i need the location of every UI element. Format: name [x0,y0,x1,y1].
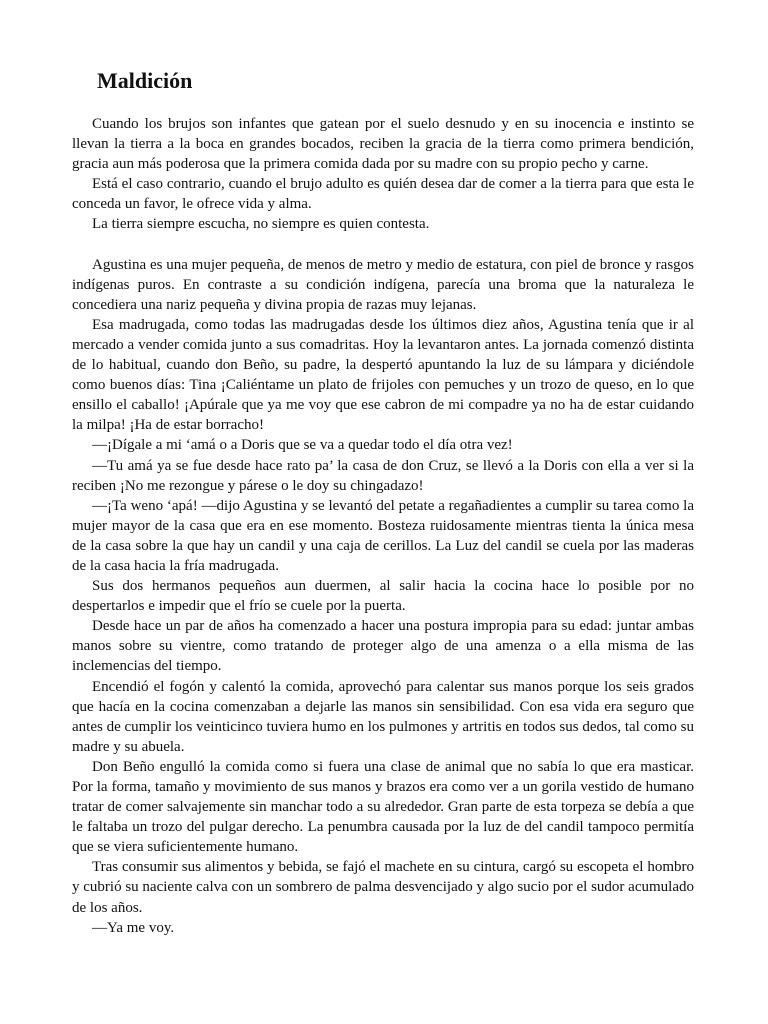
paragraph: Está el caso contrario, cuando el brujo adulto es quién desea dar de comer a la tierra para que esta le conceda un favor, le ofrece vida y alma. [72,176,694,213]
paragraph: Sus dos hermanos pequeños aun duermen, al salir hacia la cocina hace lo posible por no despertarlos e impedir que el frío se cuele por la puerta. [72,578,694,615]
paragraph: Encendió el fogón y calentó la comida, aprovechó para calentar sus manos porque los seis grados que hacía en la cocina comenzaban a dejarle las manos sin sensibilidad. Con esa vida era seguro que antes de cumplir los veinticinco tuviera humo en los pulmones y artritis en todos sus dedos, tal como su madre y su abuela. [72,678,694,755]
paragraph: Esa madrugada, como todas las madrugadas desde los últimos diez años, Agustina tenía que ir al mercado a vender comida junto a sus comadritas. Hoy la levantaron antes. La jornada comenzó distinta de lo habitual, cuando don Beño, su padre, la despertó apuntando la luz de su lámpara y diciéndole como buenos días: Tina ¡Caliéntame un plato de frijoles con pemuches y un trozo de queso, en lo que ensillo el caballo! ¡Apúrale que ya me voy que ese cabron de mi compadre ya no ha de estar cuidando la milpa! ¡Ha de estar borracho! [72,316,694,434]
section-break [72,235,694,255]
paragraph: Tras consumir sus alimentos y bebida, se fajó el machete en su cintura, cargó su escopeta el hombro y cubrió su naciente calva con un sombrero de palma desvencijado y algo sucio por el sudor acumulado de los años. [72,859,694,916]
document-page [72,66,694,938]
chapter-title: Maldición [97,68,193,93]
paragraph: Don Beño engulló la comida como si fuera una clase de animal que no sabía lo que era masticar. Por la forma, tamaño y movimiento de sus manos y brazos era como ver a un gorila vestido de humano tratar de comer salvajemente sin manchar todo a su alrededor. Gran parte de esta torpeza se debía a que le faltaba un trozo del pulgar derecho. La penumbra causada por la luz de del candil tampoco permitía que se viera suficientemente humano. [72,758,694,856]
paragraph: Agustina es una mujer pequeña, de menos de metro y medio de estatura, con piel de bronce y rasgos indígenas puros. En contraste a su condición indígena, parecía una broma que la naturaleza le concediera una nariz pequeña y divina propia de razas muy lejanas. [72,256,694,313]
paragraph: Desde hace un par de años ha comenzado a hacer una postura impropia para su edad: juntar ambas manos sobre su vientre, como tratando de proteger algo de una amenza o a ella misma de las inclemencias del tiempo. [72,618,694,675]
dialogue-line: —¡Ta weno ‘apá! —dijo Agustina y se levantó del petate a regañadientes a cumplir su tarea como la mujer mayor de la casa que era en ese momento. Bosteza ruidosamente mientras tienta la única mesa de la casa sobre la que hay un candil y una caja de cerillos. La Luz del candil se cuela por las maderas de la casa hacia la fría madrugada. [72,497,694,574]
paragraph: La tierra siempre escucha, no siempre es quien contesta. [92,216,430,233]
paragraph: Cuando los brujos son infantes que gatean por el suelo desnudo y en su inocencia e instinto se llevan la tierra a la boca en grandes bocados, reciben la gracia de la tierra como primera bendición, gracia aun más poderosa que la primera comida dada por su madre con su propio pecho y carne. [72,116,694,173]
dialogue-line: —¡Dígale a mi ‘amá o a Doris que se va a quedar todo el día otra vez! [92,437,513,454]
dialogue-line: —Ya me voy. [92,919,175,936]
dialogue-line: —Tu amá ya se fue desde hace rato pa’ la casa de don Cruz, se llevó a la Doris con ella a ver si la reciben ¡No me rezongue y párese o le doy su chingadazo! [72,457,694,494]
